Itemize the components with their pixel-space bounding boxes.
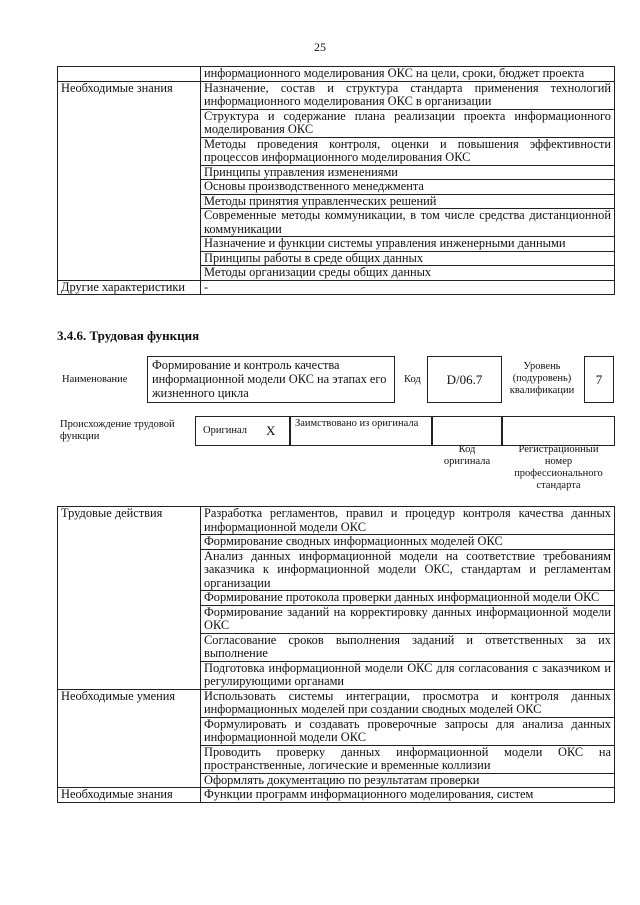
table-row: [58, 507, 615, 535]
level-label: Уровень (подуровень) квалификации: [509, 361, 575, 396]
name-value: Формирование и контроль качества информационной модели ОКС на этапах его жизненного цикла: [152, 358, 387, 400]
row-content: Функции программ информационного моделирования, систем: [201, 788, 615, 803]
row-content: Методы проведения контроля, оценки и повышения эффективности процессов информационного моделирования ОКС: [201, 137, 615, 165]
row-content: Принципы работы в среде общих данных: [201, 251, 615, 266]
level-value-box: [584, 356, 614, 403]
row-content: -: [201, 280, 615, 295]
row-content: Современные методы коммуникации, в том числе средства дистанционной коммуникации: [201, 209, 615, 237]
row-label: Необходимые знания: [58, 81, 201, 280]
borrowed-box: [290, 416, 432, 446]
original-box: [195, 416, 290, 446]
row-label: [58, 67, 201, 82]
row-content: Анализ данных информационной модели на соответствие требованиям заказчика к информационной модели ОКС, стандартам и регламентам организации: [201, 549, 615, 591]
table-row: [58, 81, 615, 109]
labor-actions-table: [57, 506, 615, 803]
row-label: Необходимые знания: [58, 788, 201, 803]
row-content: Формирование заданий на корректировку данных информационной модели ОКС: [201, 605, 615, 633]
row-content: информационного моделирования ОКС на цели, сроки, бюджет проекта: [201, 67, 615, 82]
row-content: Методы организации среды общих данных: [201, 266, 615, 281]
row-content: Основы производственного менеджмента: [201, 180, 615, 195]
code-original-box: [432, 416, 502, 446]
row-label: Необходимые умения: [58, 689, 201, 788]
table-row: [58, 788, 615, 803]
row-content: Использовать системы интеграции, просмотра и контроля данных информационных моделей при создании сводных моделей ОКС: [201, 689, 615, 717]
knowledge-table-top: [57, 66, 615, 295]
reg-number-box: [502, 416, 615, 446]
section-heading: 3.4.6. Трудовая функция: [57, 328, 200, 343]
row-content: Проводить проверку данных информационной модели ОКС на пространственные, логические и временные коллизии: [201, 745, 615, 773]
row-content: Разработка регламентов, правил и процедур контроля качества данных информационной модели ОКС: [201, 507, 615, 535]
row-content: Подготовка информационной модели ОКС для согласования с заказчиком и регулирующими органами: [201, 661, 615, 689]
row-content: Принципы управления изменениями: [201, 165, 615, 180]
page-number: 25: [314, 40, 326, 54]
row-content: Формулировать и создавать проверочные запросы для анализа данных информационной модели ОКС: [201, 717, 615, 745]
origin-label: Происхождение трудовой функции: [60, 419, 175, 442]
table-row: [58, 67, 615, 82]
row-content: Формирование сводных информационных моделей ОКС: [201, 535, 615, 550]
name-label: Наименование: [62, 374, 128, 385]
row-label: Другие характеристики: [58, 280, 201, 295]
code-value-box: [427, 356, 502, 403]
row-content: Назначение и функции системы управления инженерными данными: [201, 237, 615, 252]
original-mark: X: [266, 423, 276, 438]
level-value: 7: [595, 372, 603, 387]
borrowed-label: Заимствовано из оригинала: [295, 418, 419, 429]
row-label: Трудовые действия: [58, 507, 201, 690]
row-content: Назначение, состав и структура стандарта применения технологий информационного моделирования ОКС в организации: [201, 81, 615, 109]
row-content: Оформлять документацию по результатам проверки: [201, 773, 615, 788]
row-content: Формирование протокола проверки данных информационной модели ОКС: [201, 591, 615, 606]
table-row: [58, 689, 615, 717]
table-row: [58, 280, 615, 295]
code-label: Код: [404, 374, 421, 385]
reg-number-label: Регистрационный номер профессионального стандарта: [514, 444, 603, 491]
row-content: Структура и содержание плана реализации проекта информационного моделирования ОКС: [201, 109, 615, 137]
name-value-box: [147, 356, 395, 403]
code-original-label: Код оригинала: [443, 444, 491, 467]
row-content: Методы принятия управленческих решений: [201, 194, 615, 209]
code-value: D/06.7: [446, 372, 483, 387]
row-content: Согласование сроков выполнения заданий и ответственных за их выполнение: [201, 633, 615, 661]
original-label: Оригинал: [203, 425, 247, 436]
